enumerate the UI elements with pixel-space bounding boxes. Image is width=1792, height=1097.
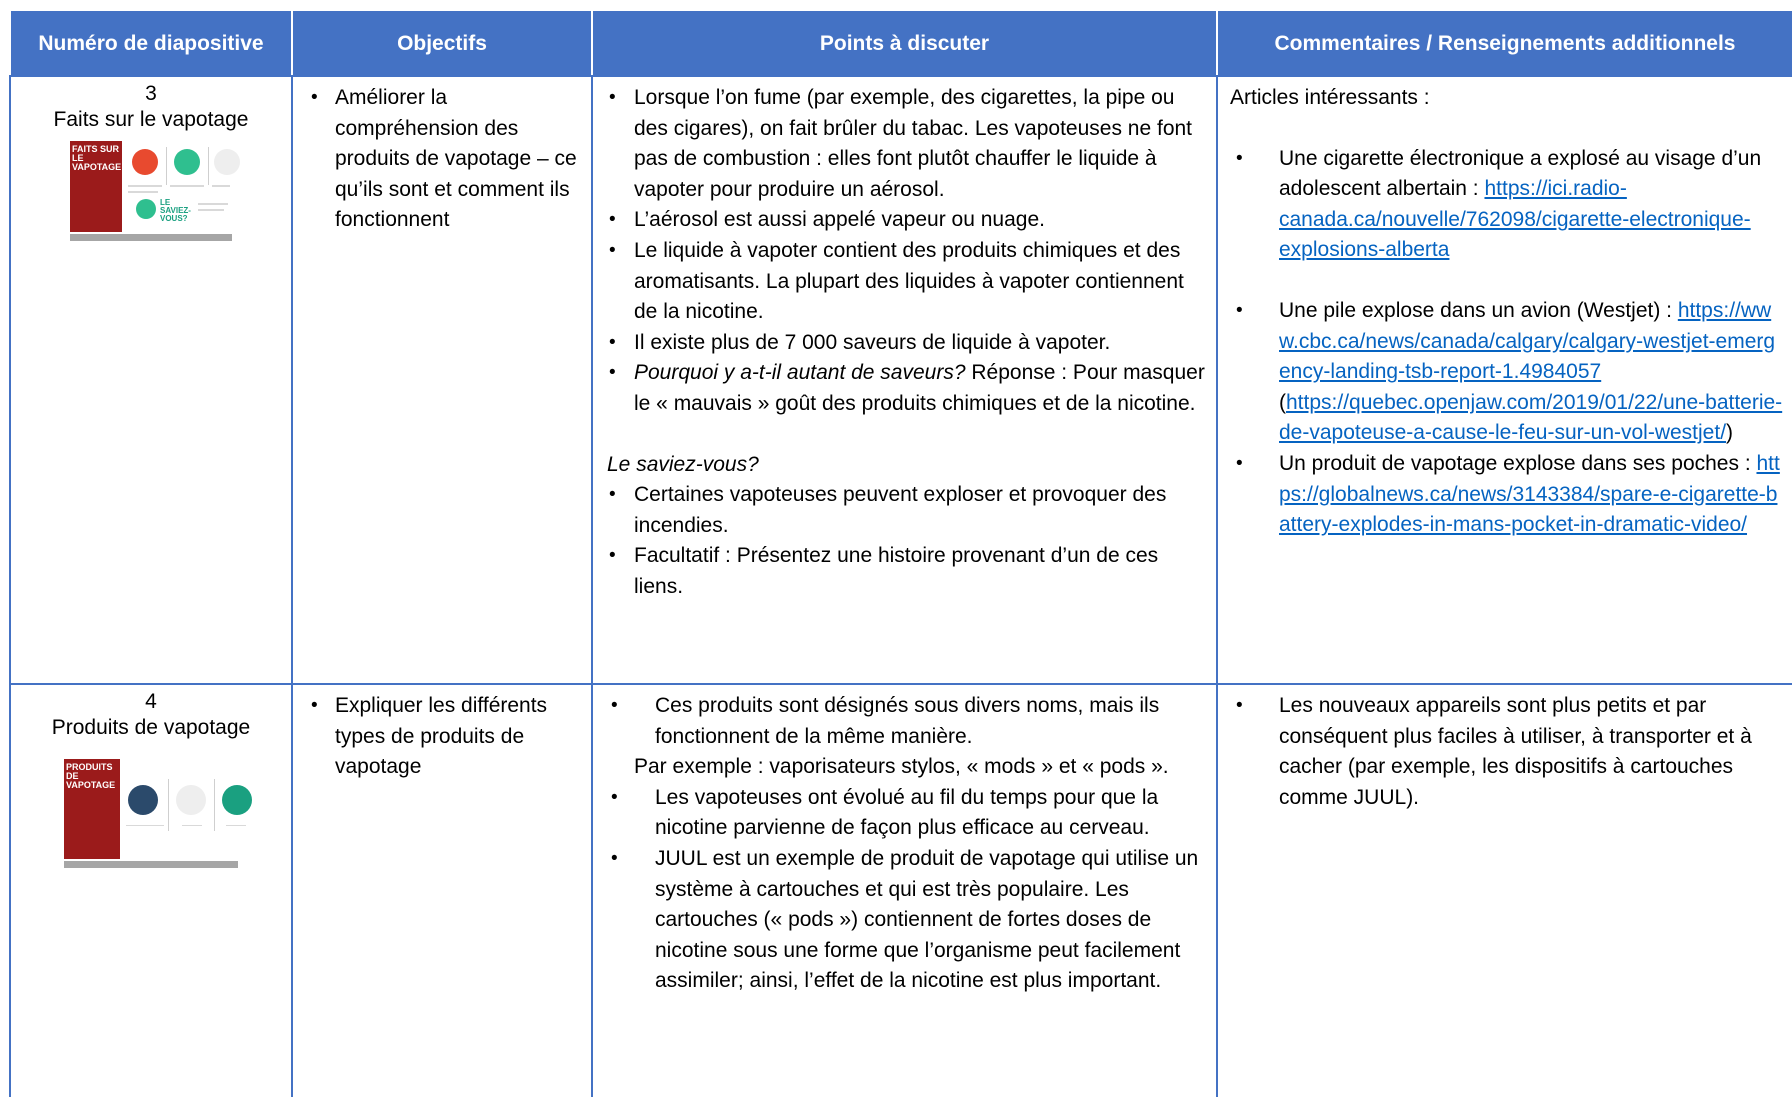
slide-cell bbox=[10, 684, 292, 1097]
list-item: • Les vapoteuses ont évolué au fil du temps pour que la nicotine parvienne de façon plus efficace au cerveau. bbox=[607, 783, 1208, 844]
list-item: • L’aérosol est aussi appelé vapeur ou nuage. bbox=[607, 205, 1208, 236]
points-cell bbox=[592, 684, 1217, 1097]
thumbnail-footer-bar bbox=[70, 234, 232, 241]
list-item: • JUUL est un exemple de produit de vapotage qui utilise un système à cartouches et qui est très populaire. Les cartouches (« pods ») contiennent de fortes doses de nicotine sous une forme que l’organisme peut facilement assimiler; ainsi, l’effet de la nicotine est plus important. bbox=[607, 844, 1208, 997]
list-item bbox=[1230, 449, 1784, 541]
table-row bbox=[10, 76, 1792, 684]
slide-number: 4 bbox=[145, 690, 157, 713]
thumbnail-text bbox=[170, 185, 204, 187]
question-text: Pourquoi y a-t-il autant de saveurs? bbox=[634, 361, 966, 385]
objectives-list bbox=[307, 691, 583, 783]
list-item: • Il existe plus de 7 000 saveurs de liquide à vapoter. bbox=[607, 328, 1208, 359]
article-link[interactable]: https://ici.radio-canada.ca/nouvelle/762098/cigarette-electronique-explosions-alberta bbox=[1279, 177, 1751, 262]
comments-list bbox=[1230, 691, 1784, 813]
header-discussion-points: Points à discuter bbox=[592, 10, 1217, 76]
thumbnail-text bbox=[212, 185, 230, 187]
objectives-cell bbox=[292, 684, 592, 1097]
list-item: • Ces produits sont désignés sous divers noms, mais ils fonctionnent de la même manière. bbox=[607, 691, 1208, 752]
thumbnail-footer-bar bbox=[64, 861, 238, 868]
eliquid-icon bbox=[174, 149, 200, 175]
did-you-know-heading: Le saviez-vous? bbox=[607, 452, 759, 476]
list-item: • Améliorer la compréhension des produits de vapotage – ce qu’ils sont et comment ils fonctionnent bbox=[307, 83, 583, 236]
list-item bbox=[1230, 296, 1784, 449]
table-row bbox=[10, 684, 1792, 1097]
vape-icon bbox=[132, 149, 158, 175]
pod-icon bbox=[222, 785, 252, 815]
header-row bbox=[10, 10, 1792, 76]
thumbnail-title: PRODUITS DE VAPOTAGE bbox=[66, 762, 116, 790]
thumbnail-text bbox=[126, 825, 164, 826]
answer-text: Réponse : Pour masquer le « mauvais » goût des produits chimiques et de la nicotine. bbox=[634, 361, 1205, 415]
list-item: • Le liquide à vapoter contient des produits chimiques et des aromatisants. La plupart des liquides à vapoter contiennent de la nicotine. bbox=[607, 236, 1208, 328]
divider bbox=[168, 779, 169, 831]
thumbnail-title: FAITS SUR LE VAPOTAGE bbox=[72, 144, 122, 172]
article-text: Une cigarette électronique a explosé au visage d’un adolescent albertain : bbox=[1279, 146, 1762, 201]
objectives-list bbox=[307, 83, 583, 236]
list-item bbox=[607, 358, 1208, 419]
slide-cell bbox=[10, 76, 292, 684]
document-page bbox=[9, 9, 1792, 1097]
list-item: • Certaines vapoteuses peuvent exploser et provoquer des incendies. bbox=[607, 480, 1208, 541]
mod-icon bbox=[176, 785, 206, 815]
comments-cell bbox=[1217, 76, 1792, 684]
thumbnail-text bbox=[128, 191, 158, 193]
list-item: • Expliquer les différents types de produits de vapotage bbox=[307, 691, 583, 783]
comments-list bbox=[1230, 296, 1784, 541]
points-list bbox=[607, 83, 1208, 420]
points-list bbox=[607, 691, 1208, 752]
paren-close: ) bbox=[1726, 421, 1734, 445]
article-link-alt[interactable]: https://quebec.openjaw.com/2019/01/22/une-batterie-de-vapoteuse-a-cause-le-feu-sur-un-vol-westjet/ bbox=[1279, 390, 1783, 445]
divider bbox=[208, 147, 209, 185]
slide-thumbnail bbox=[70, 141, 232, 244]
lightbulb-icon bbox=[136, 199, 156, 219]
divider bbox=[214, 779, 215, 831]
thumbnail-text bbox=[198, 209, 224, 211]
comments-list bbox=[1230, 144, 1784, 266]
paren-open: ( bbox=[1279, 390, 1286, 414]
header-slide-number: Numéro de diapositive bbox=[10, 10, 292, 76]
points-cell bbox=[592, 76, 1217, 684]
header-comments: Commentaires / Renseignements additionnels bbox=[1217, 10, 1792, 76]
slide-thumbnail bbox=[64, 759, 238, 871]
article-text: Un produit de vapotage explose dans ses poches : bbox=[1279, 451, 1757, 475]
objectives-cell bbox=[292, 76, 592, 684]
slide-title: Produits de vapotage bbox=[51, 716, 251, 739]
header-objectives: Objectifs bbox=[292, 10, 592, 76]
thumbnail-text bbox=[198, 203, 228, 205]
thumbnail-text bbox=[226, 825, 246, 826]
divider bbox=[166, 147, 167, 185]
slide-title: Faits sur le vapotage bbox=[53, 108, 249, 131]
article-link[interactable]: https://www.cbc.ca/news/canada/calgary/calgary-westjet-emergency-landing-tsb-report-1.4984057 bbox=[1279, 298, 1776, 384]
thumbnail-text bbox=[128, 185, 162, 187]
vape-pen-icon bbox=[128, 785, 158, 815]
flavours-icon bbox=[214, 149, 240, 175]
example-text: Par exemple : vaporisateurs stylos, « mods » et « pods ». bbox=[634, 755, 1169, 779]
list-item bbox=[1230, 144, 1784, 266]
article-link[interactable]: https://globalnews.ca/news/3143384/spare-e-cigarette-battery-explodes-in-mans-pocket-in-dramatic-video/ bbox=[1279, 451, 1780, 537]
slide-number: 3 bbox=[145, 82, 157, 105]
list-item: • Les nouveaux appareils sont plus petits et par conséquent plus faciles à utiliser, à transporter et à cacher (par exemple, les dispositifs à cartouches comme JUUL). bbox=[1230, 691, 1784, 813]
points-list bbox=[607, 783, 1208, 997]
thumbnail-callout: LE SAVIEZ-VOUS? bbox=[160, 198, 191, 223]
did-you-know-list bbox=[607, 480, 1208, 602]
article-text: Une pile explose dans un avion (Westjet) : bbox=[1279, 298, 1678, 322]
comments-cell bbox=[1217, 684, 1792, 1097]
lesson-table bbox=[9, 9, 1792, 1097]
list-item: • Lorsque l’on fume (par exemple, des cigarettes, la pipe ou des cigares), on fait brûler du tabac. Les vapoteuses ne font pas de combustion : elles font plutôt chauffer le liquide à vapoter pour produire un aérosol. bbox=[607, 83, 1208, 205]
comments-intro: Articles intéressants : bbox=[1230, 86, 1430, 109]
thumbnail-text bbox=[182, 825, 202, 826]
list-item: • Facultatif : Présentez une histoire provenant d’un de ces liens. bbox=[607, 541, 1208, 602]
